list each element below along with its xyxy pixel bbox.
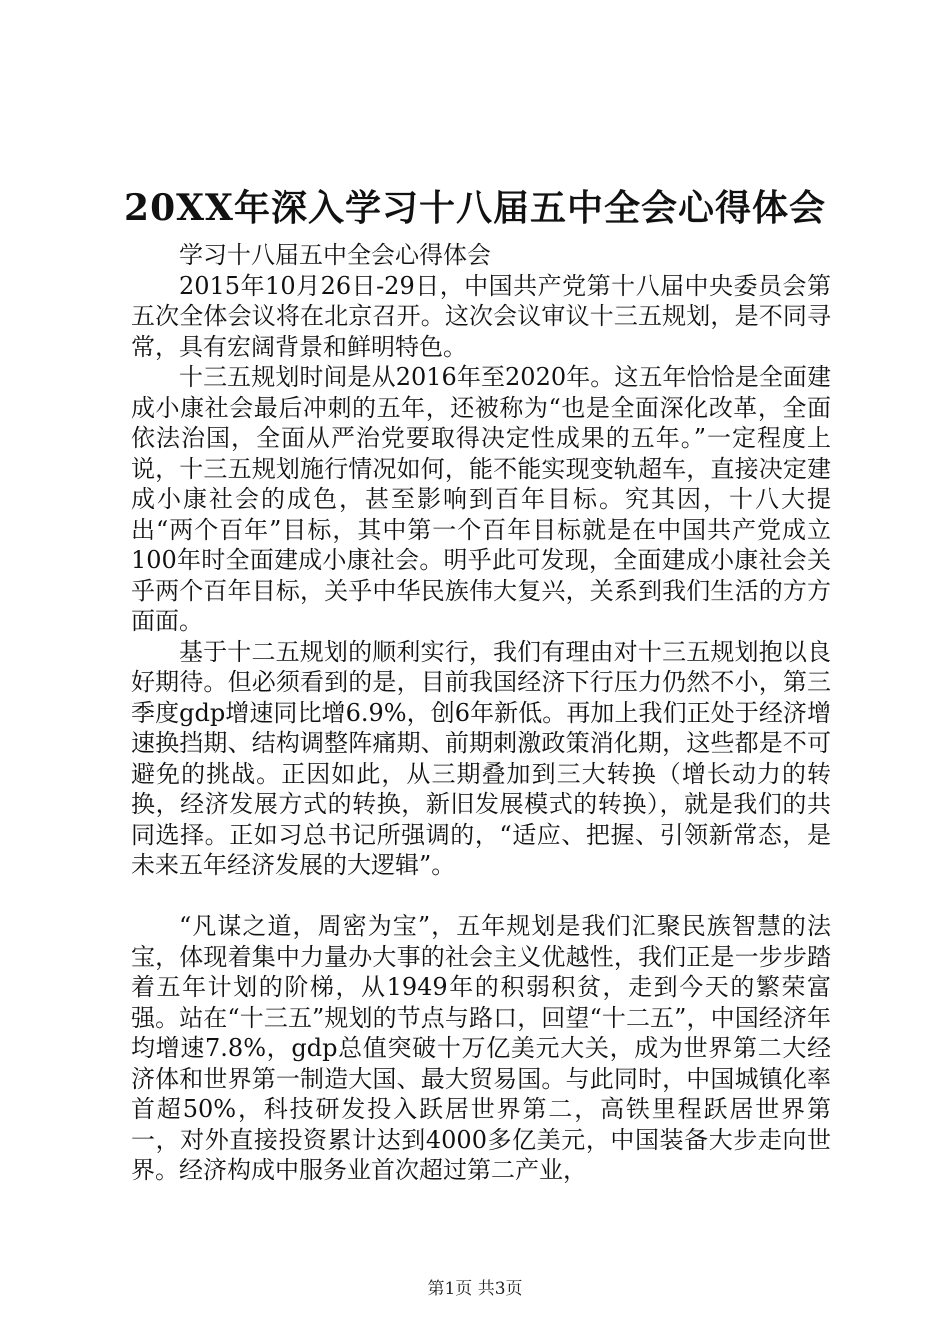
body-paragraph-1: 2015年10月26日-29日，中国共产党第十八届中央委员会第五次全体会议将在北京召开。这次会议审议十三五规划，是不同寻常，具有宏阔背景和鲜明特色。 — [131, 271, 831, 361]
page-number-footer: 第1页 共3页 — [427, 1279, 523, 1299]
body-paragraph-3: 基于十二五规划的顺利实行，我们有理由对十三五规划抱以良好期待。但必须看到的是，目前我国经济下行压力仍然不小，第三季度gdp增速同比增6.9%，创6年新低。再加上我们正处于经济增速换挡期、结构调整阵痛期、前期刺激政策消化期，这些都是不可避免的挑战。正因如此，从三期叠加到三大转换（增长动力的转换，经济发展方式的转换，新旧发展模式的转换），就是我们的共同选择。正如习总书记所强调的，“适应、把握、引领新常态，是未来五年经济发展的大逻辑”。 — [131, 637, 831, 879]
body-paragraph-4: “凡谋之道，周密为宝”，五年规划是我们汇聚民族智慧的法宝，体现着集中力量办大事的社会主义优越性，我们正是一步步踏着五年计划的阶梯，从1949年的积弱积贫，走到今天的繁荣富强。站在“十三五”规划的节点与路口，回望“十二五”，中国经济年均增速7.8%，gdp总值突破十万亿美元大关，成为世界第二大经济体和世界第一制造大国、最大贸易国。与此同时，中国城镇化率首超50%，科技研发投入跃居世界第二，高铁里程跃居世界第一，对外直接投资累计达到4000多亿美元，中国装备大步走向世界。经济构成中服务业首次超过第二产业， — [131, 912, 831, 1184]
page-title: 20XX年深入学习十八届五中全会心得体会 — [124, 187, 826, 229]
document-body — [131, 240, 831, 1186]
body-paragraph-2: 十三五规划时间是从2016年至2020年。这五年恰恰是全面建成小康社会最后冲刺的五年，还被称为“也是全面深化改革，全面依法治国，全面从严治党要取得决定性成果的五年。”一定程度上说，十三五规划施行情况如何，能不能实现变轨超车，直接决定建成小康社会的成色，甚至影响到百年目标。究其因，十八大提出“两个百年”目标，其中第一个百年目标就是在中国共产党成立100年时全面建成小康社会。明乎此可发现，全面建成小康社会关乎两个百年目标，关乎中华民族伟大复兴，关系到我们生活的方方面面。 — [131, 363, 831, 635]
paragraph-spacer — [131, 881, 831, 912]
subtitle-paragraph: 学习十八届五中全会心得体会 — [179, 241, 491, 269]
